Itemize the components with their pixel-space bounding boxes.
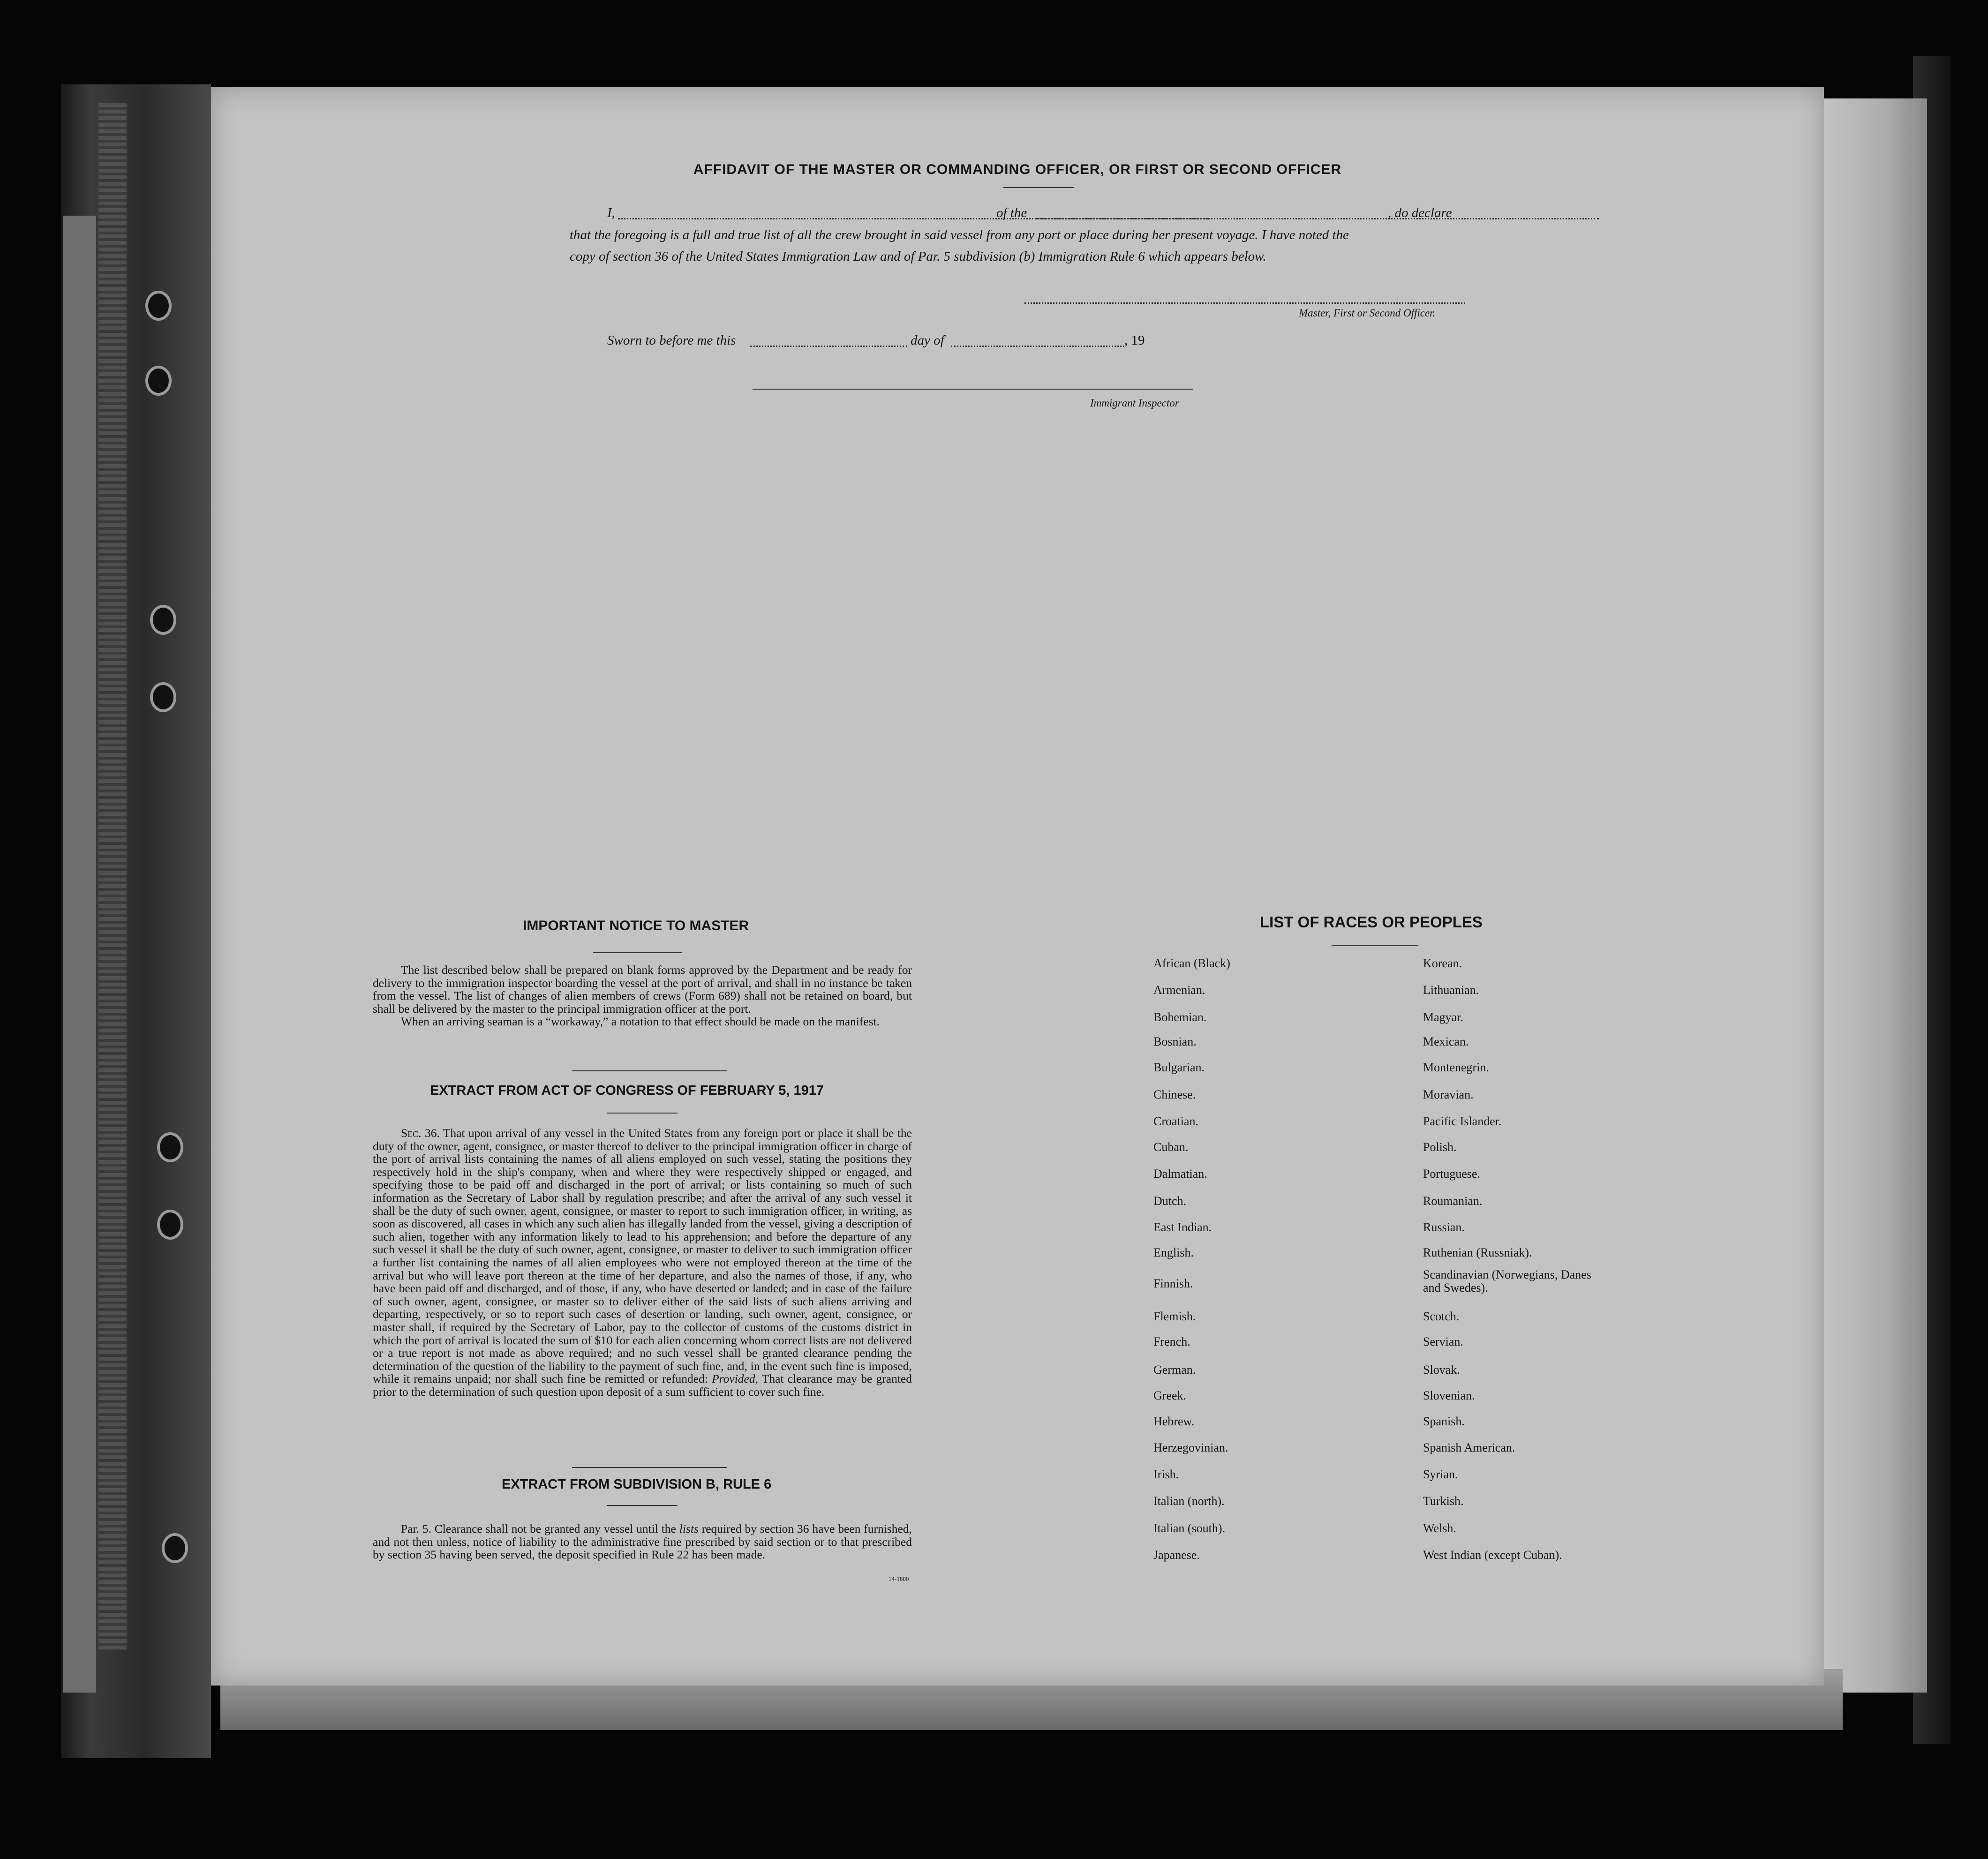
race-item: Syrian. (1423, 1468, 1458, 1481)
race-item: Croatian. (1153, 1114, 1199, 1128)
race-item: Armenian. (1153, 983, 1205, 997)
notice-title: IMPORTANT NOTICE TO MASTER (523, 918, 749, 933)
divider (1332, 945, 1418, 946)
binder-hole (150, 682, 176, 712)
affidavit-of-the: of the (996, 205, 1027, 220)
sworn-day-of: day of (911, 333, 944, 348)
race-item: Cuban. (1153, 1140, 1189, 1154)
race-item: Japanese. (1153, 1548, 1200, 1562)
extract-rule-text (373, 1522, 912, 1561)
race-item: Flemish. (1153, 1310, 1196, 1323)
race-item: Dutch. (1153, 1194, 1187, 1208)
sworn-month-blank (951, 346, 1124, 347)
extract-act-text (373, 1127, 912, 1398)
race-item: Welsh. (1423, 1521, 1456, 1535)
race-item: Portuguese. (1423, 1167, 1481, 1181)
divider (1003, 187, 1074, 188)
races-title: LIST OF RACES OR PEOPLES (1260, 913, 1483, 931)
race-item: Scandinavian (Norwegians, Danes and Swedes). (1423, 1268, 1591, 1295)
extract-act-end: That clearance may be granted prior to the determination of such question upon deposit of a sum sufficient to cover such fine. (373, 1372, 912, 1399)
race-item: Irish. (1153, 1468, 1179, 1481)
race-item: Servian. (1423, 1335, 1463, 1348)
race-item: Finnish. (1153, 1277, 1193, 1290)
race-item: Montenegrin. (1423, 1061, 1489, 1074)
master-signature-line (1024, 302, 1465, 304)
race-item: Greek. (1153, 1389, 1187, 1402)
race-item: African (Black) (1153, 956, 1230, 970)
race-item: Korean. (1423, 956, 1462, 970)
race-item: Moravian. (1423, 1088, 1474, 1101)
race-item: Scotch. (1423, 1310, 1460, 1323)
race-item: Herzegovinian. (1153, 1441, 1228, 1454)
rule-text-b: required by section 36 have been furnished, and not then unless, notice of liability to the administrative fine prescribed by said section or to that prescribed by section 35 having been served, the deposit specified in Rule 22 has been made. (373, 1522, 912, 1562)
race-item: Turkish. (1423, 1494, 1464, 1508)
vessel-blank (1036, 218, 1599, 219)
race-item: Bosnian. (1153, 1035, 1197, 1048)
underlying-pages (1819, 98, 1927, 1693)
extract-act-title: EXTRACT FROM ACT OF CONGRESS OF FEBRUARY 5, 1917 (430, 1083, 824, 1098)
binder-hole (157, 1210, 183, 1240)
race-item: Slovenian. (1423, 1389, 1475, 1402)
race-item: French. (1153, 1335, 1190, 1348)
race-item: Roumanian. (1423, 1194, 1483, 1208)
binder-hole (157, 1132, 183, 1162)
notice-paragraph: The list described below shall be prepared on blank forms approved by the Department and be ready for delivery to the immigration inspector boarding the vessel at the port of arrival, and shall in no instance be taken from the vessel. The list of changes of alien members of crews (Form 689) shall not be retained on board, but shall be delivered by the master to the principal immigration officer at the port. (373, 963, 912, 1016)
race-item: Slovak. (1423, 1363, 1460, 1377)
form-number: 14-1800 (889, 1575, 909, 1582)
master-signature-label: Master, First or Second Officer. (1299, 307, 1436, 319)
extract-rule-title: EXTRACT FROM SUBDIVISION B, RULE 6 (502, 1477, 772, 1492)
divider (593, 952, 682, 953)
race-item: Chinese. (1153, 1088, 1196, 1101)
divider (572, 1070, 727, 1071)
race-item: West Indian (except Cuban). (1423, 1548, 1562, 1562)
race-item: Spanish American. (1423, 1441, 1515, 1454)
race-item: Pacific Islander. (1423, 1114, 1502, 1128)
rule-text-a: Par. 5. Clearance shall not be granted any vessel until the (401, 1522, 679, 1535)
race-item: Bulgarian. (1153, 1061, 1205, 1074)
sworn-day-blank (750, 346, 907, 347)
race-item: English. (1153, 1246, 1194, 1259)
divider (607, 1505, 678, 1506)
race-item: Italian (north). (1153, 1494, 1225, 1508)
race-item: Dalmatian. (1153, 1167, 1207, 1181)
affidavit-line-2: that the foregoing is a full and true list of all the crew brought in said vessel from any port or place during her present voyage. I have noted the (570, 227, 1349, 242)
divider (572, 1467, 727, 1468)
binder-strip (63, 216, 96, 1693)
race-item: Russian. (1423, 1220, 1465, 1234)
section-label: Sec. (401, 1126, 422, 1140)
race-item: Ruthenian (Russniak). (1423, 1246, 1532, 1259)
race-item: German. (1153, 1363, 1196, 1377)
binder-hole (150, 605, 176, 635)
inspector-label: Immigrant Inspector (1090, 397, 1179, 409)
affidavit-title: AFFIDAVIT OF THE MASTER OR COMMANDING OFFICER, OR FIRST OR SECOND OFFICER (693, 162, 1342, 177)
race-item: Magyar. (1423, 1010, 1463, 1024)
form-page (211, 87, 1824, 1686)
race-item: Bohemian. (1153, 1010, 1207, 1024)
lists-word: lists (679, 1522, 699, 1535)
provided-word: Provided, (712, 1372, 758, 1386)
binder-hole (162, 1533, 188, 1563)
sworn-year: , 19 (1124, 333, 1145, 348)
race-item: Italian (south). (1153, 1521, 1226, 1535)
binder-hole (145, 291, 172, 321)
divider (607, 1113, 678, 1114)
race-item: Lithuanian. (1423, 983, 1479, 997)
sworn-prefix: Sworn to before me this (607, 333, 736, 348)
race-item: Polish. (1423, 1140, 1457, 1154)
extract-act-body: 36. That upon arrival of any vessel in the United States from any foreign port or place it shall be the duty of the owner, agent, consignee, or master thereof to deliver to the principal immigration officer in charge of the port of arrival lists containing the names of all aliens employed on such vessel, stating the positions they respectively hold in the ship's company, when and where they were respectively shipped or engaged, and specifying those to be paid off and discharged in the port of arrival; or lists containing so much of such information as the Secretary of Labor shall by regulation prescribe; and after the arrival of any such vessel it shall be the duty of such owner, agent, consignee, or master to report to such immigration officer, in writing, as soon as discovered, all cases in which any such alien has illegally landed from the vessel, giving a description of such alien, together with any information likely to lead to his apprehension; and before the departure of any such vessel it shall be the duty of such owner, agent, consignee, or master to deliver to such immigration officer a further list containing the names of all alien employees who were not employed thereon at the time of the arrival but who will leave port thereon at the time of her departure, and also the names of those, if any, who have been paid off and discharged, and of those, if any, who have deserted or landed; and in case of the failure of such owner, agent, consignee, or master so to deliver either of the said lists of such aliens arriving and departing, respectively, or so to report such cases of desertion or landing, such owner, agent, consignee, or master shall, if required by the Secretary of Labor, pay to the collector of customs of the customs district in which the port of arrival is located the sum of $10 for each alien concerning whom correct lists are not delivered or a true report is not made as above required; and no such vessel shall be granted clearance pending the determination of the question of the liability to the payment of such fine, and, in the event such fine is imposed, while it remains unpaid; nor shall such fine be remitted or refunded: (373, 1126, 912, 1386)
binder-hole (145, 366, 172, 396)
race-item: Spanish. (1423, 1415, 1465, 1428)
affidavit-line-3: copy of section 36 of the United States Immigration Law and of Par. 5 subdivision (b) Immigration Rule 6 which appears below. (570, 249, 1266, 264)
race-item: East Indian. (1153, 1220, 1212, 1234)
affidavit-declare: , do declare (1388, 205, 1452, 220)
race-item: Hebrew. (1153, 1415, 1195, 1428)
notice-paragraph: When an arriving seaman is a “workaway,” a notation to that effect should be made on the manifest. (401, 1015, 880, 1028)
race-item: Mexican. (1423, 1035, 1469, 1048)
inspector-signature-line (753, 389, 1193, 390)
affidavit-i: I, (607, 205, 615, 220)
binder-edge (98, 103, 127, 1650)
